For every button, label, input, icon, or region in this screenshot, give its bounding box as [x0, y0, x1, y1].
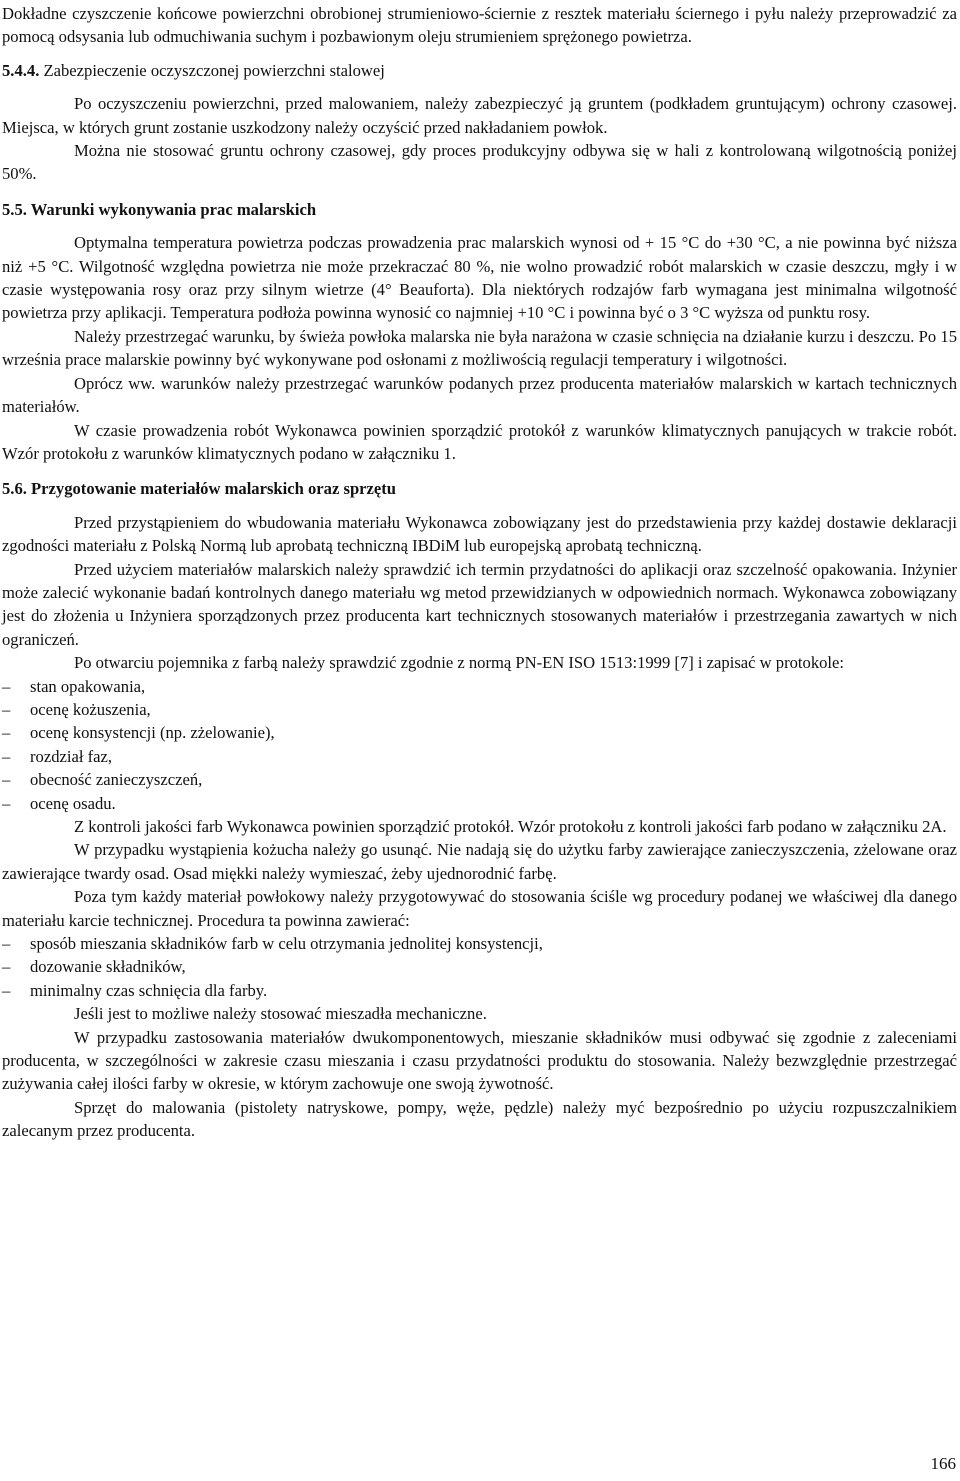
list-item: – obecność zanieczyszczeń, — [2, 768, 957, 791]
section-number: 5.4.4. — [2, 60, 40, 80]
inspection-list — [2, 675, 957, 815]
paragraph: Z kontroli jakości farb Wykonawca powinien sporządzić protokół. Wzór protokołu z kontroli jakości farb podano w załączniku 2A. — [74, 817, 947, 836]
section-title: Zabezpieczenie oczyszczonej powierzchni stalowej — [43, 60, 385, 80]
page-number: 166 — [930, 1453, 956, 1473]
paragraph: W przypadku zastosowania materiałów dwukomponentowych, mieszanie składników musi odbywać się zgodnie z zaleceniami producenta, w szczególności w zakresie czasu mieszania i czasu przydatności produktu do stosowania. Należy bezwzględnie przestrzegać zużywania całej ilości farby w okresie, w którym zachowuje one swoją żywotność. — [2, 1027, 957, 1094]
paragraph: Przed przystąpieniem do wbudowania materiału Wykonawca zobowiązany jest do przedstawienia przy każdej dostawie deklaracji zgodności materiału z Polską Normą lub aprobatą techniczną IBDiM lub europejską aprobatą techniczną. — [2, 512, 957, 556]
paragraph: Oprócz ww. warunków należy przestrzegać warunków podanych przez producenta materiałów malarskich w kartach technicznych materiałów. — [2, 373, 957, 417]
paragraph: Przed użyciem materiałów malarskich należy sprawdzić ich termin przydatności do aplikacji oraz szczelność opakowania. Inżynier może zalecić wykonanie badań kontrolnych danego materiału wg metod przewidzianych w odpowiednich normach. Wykonawca zobowiązany jest do złożenia u Inżyniera sporządzonych przez producenta kart technicznych stosowanych materiałów i przestrzegania zawartych w nich ograniczeń. — [2, 559, 957, 649]
list-item: – stan opakowania, — [2, 675, 957, 698]
list-item: – sposób mieszania składników farb w celu otrzymania jednolitej konsystencji, — [2, 932, 957, 955]
paragraph: Jeśli jest to możliwe należy stosować mieszadła mechaniczne. — [74, 1004, 487, 1024]
list-item: – ocenę kożuszenia, — [2, 698, 957, 721]
list-item: – dozowanie składników, — [2, 955, 957, 978]
paragraph: Po oczyszczeniu powierzchni, przed malowaniem, należy zabezpieczyć ją gruntem (podkładem gruntującym) ochrony czasowej. Miejsca, w których grunt zostanie uszkodzony należy oczyścić przed nakładaniem powłok. — [2, 94, 957, 137]
list-item: – ocenę osadu. — [2, 792, 957, 815]
paragraph: Poza tym każdy materiał powłokowy należy przygotowywać do stosowania ściśle wg procedury podanej we właściwej dla danego materiału karcie technicznej. Procedura ta powinna zawierać: — [2, 887, 957, 930]
section-title: Przygotowanie materiałów malarskich oraz sprzętu — [31, 479, 397, 499]
paragraph: Sprzęt do malowania (pistolety natryskowe, pompy, węże, pędzle) należy myć bezpośrednio po użyciu rozpuszczalnikiem zalecanym przez producenta. — [2, 1097, 957, 1141]
paragraph: Optymalna temperatura powietrza podczas prowadzenia prac malarskich wynosi od + 15 °C do +30 °C, a nie powinna być niższa niż +5 °C. Wilgotność względna powietrza nie może przekraczać 80 %, nie wolno prowadzić robót malarskich w czasie deszczu, mgły i w czasie występowania rosy oraz przy silnym wietrze (4° Beauforta). Dla niektórych rodzajów farb wymagana jest minimalna wilgotność powietrza przy aplikacji. Temperatura podłoża powinna wynosić co najmniej +10 °C i powinna być o 3 °C wyższa od punktu rosy. — [2, 233, 957, 323]
procedure-list — [2, 932, 957, 1002]
paragraph: W czasie prowadzenia robót Wykonawca powinien sporządzić protokół z warunków klimatycznych panujących w trakcie robót. Wzór protokołu z warunków klimatycznych podano w załączniku 1. — [2, 420, 957, 463]
list-item: – ocenę konsystencji (np. zżelowanie), — [2, 721, 957, 744]
paragraph: W przypadku wystąpienia kożucha należy go usunąć. Nie nadają się do użytku farby zawierające zanieczyszczenia, zżelowane oraz zawierające twardy osad. Osad miękki należy wymieszać, żeby ujednorodnić farbę. — [2, 840, 957, 883]
intro-paragraph: Dokładne czyszczenie końcowe powierzchni obrobionej strumieniowo-ściernie z resztek materiału ściernego i pyłu należy przeprowadzić za pomocą odsysania lub odmuchiwania suchym i pozbawionym oleju strumieniem sprężonego powietrza. — [2, 4, 957, 47]
list-item: – minimalny czas schnięcia dla farby. — [2, 979, 957, 1002]
section-title: Warunki wykonywania prac malarskich — [30, 199, 317, 219]
paragraph: Po otwarciu pojemnika z farbą należy sprawdzić zgodnie z normą PN-EN ISO 1513:1999 [7] i zapisać w protokole: — [74, 653, 844, 673]
section-5-6-heading — [2, 477, 957, 500]
section-5-4-4-heading — [2, 59, 957, 82]
section-number: 5.5. — [2, 199, 27, 219]
section-number: 5.6. — [2, 479, 27, 499]
paragraph: Należy przestrzegać warunku, by świeża powłoka malarska nie była narażona w czasie schnięcia na działanie kurzu i deszczu. Po 15 września prace malarskie powinny być wykonywane pod osłonami z możliwością regulacji temperatury i wilgotności. — [2, 326, 957, 370]
paragraph: Można nie stosować gruntu ochrony czasowej, gdy proces produkcyjny odbywa się w hali z kontrolowaną wilgotnością poniżej 50%. — [2, 141, 957, 184]
list-item: – rozdział faz, — [2, 745, 957, 768]
section-5-5-heading — [2, 198, 957, 221]
